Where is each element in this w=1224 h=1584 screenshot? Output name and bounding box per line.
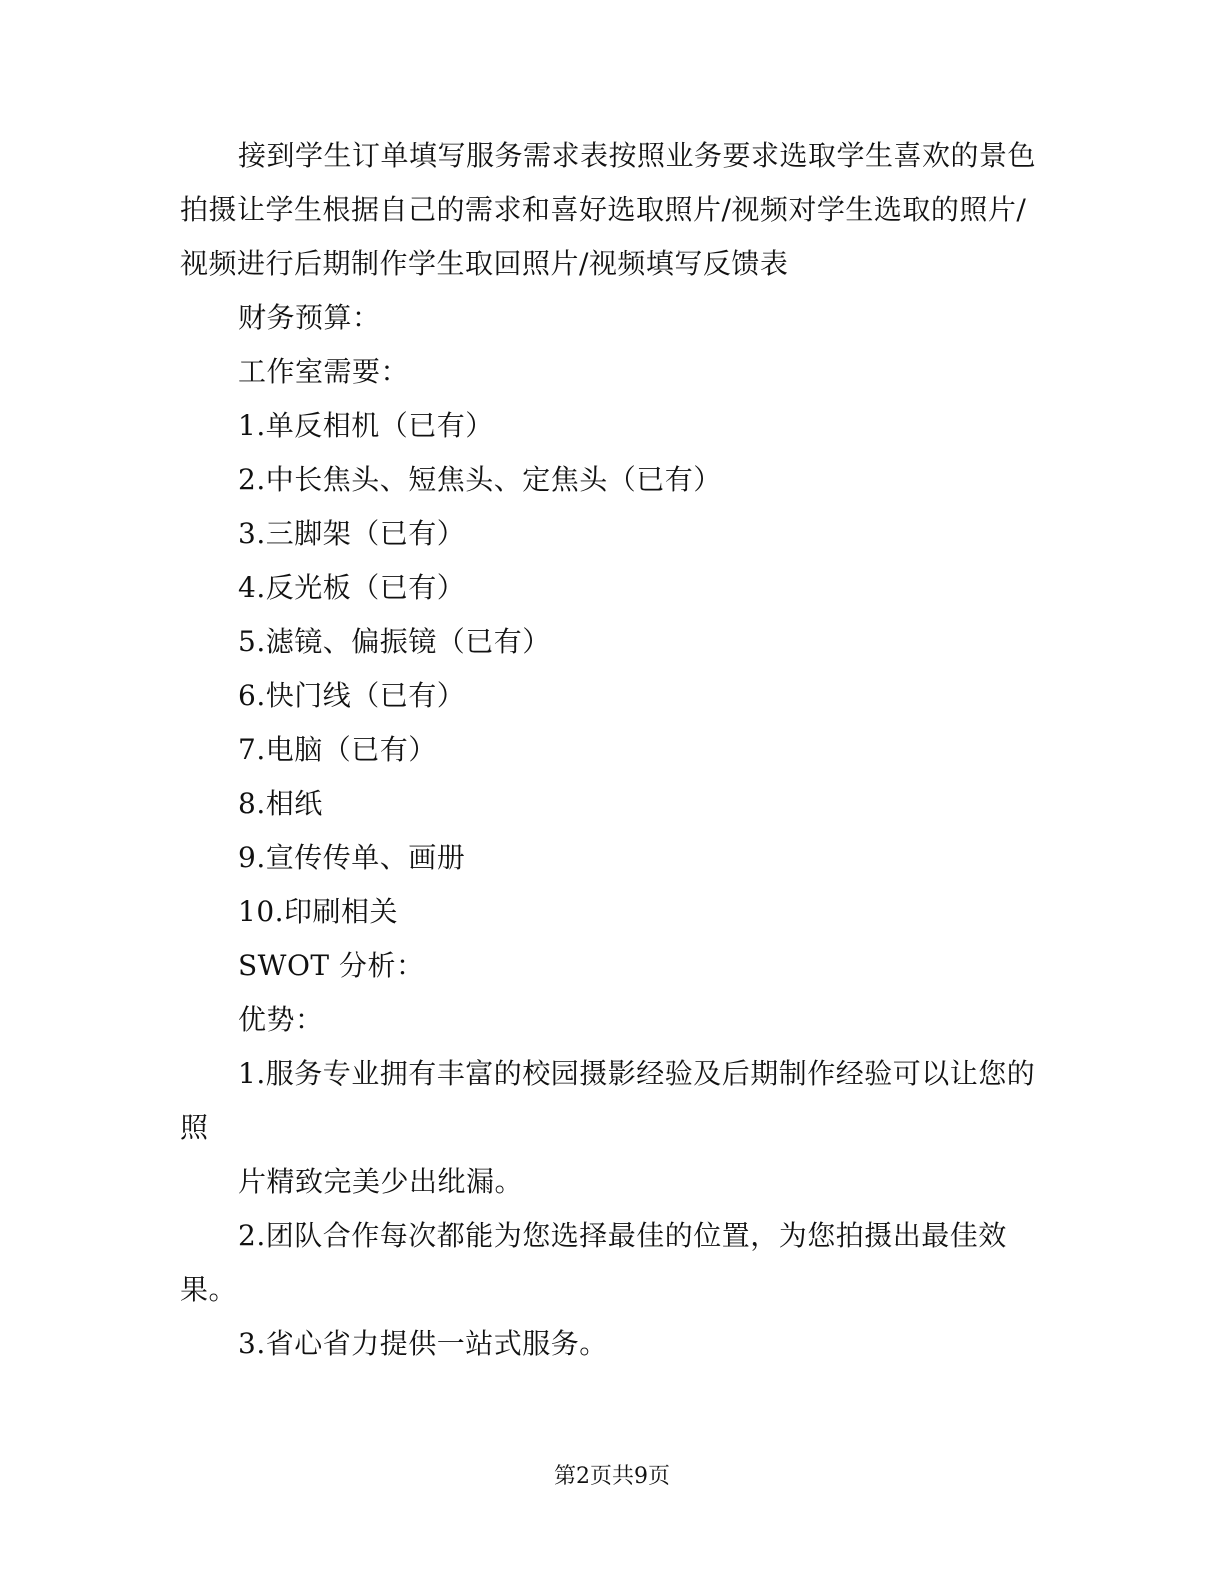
swot-heading: SWOT 分析： (238, 949, 425, 982)
equipment-item: 3.三脚架（已有） (238, 517, 466, 550)
intro-line-3: 视频进行后期制作学生取回照片/视频填写反馈表 (180, 247, 789, 280)
page-number-footer: 第2页共9页 (554, 1464, 670, 1489)
intro-line-2: 拍摄让学生根据自己的需求和喜好选取照片/视频对学生选取的照片/ (180, 193, 1027, 226)
equipment-item: 1.单反相机（已有） (238, 409, 494, 442)
strengths-heading: 优势： (238, 1003, 324, 1036)
equipment-item: 9.宣传传单、画册 (238, 841, 466, 874)
strength-line: 1.服务专业拥有丰富的校园摄影经验及后期制作经验可以让您的 (238, 1057, 1036, 1090)
equipment-item: 10.印刷相关 (238, 895, 399, 928)
strength-line: 果。 (180, 1273, 238, 1306)
equipment-item: 8.相纸 (238, 787, 323, 820)
strength-line: 片精致完美少出纰漏。 (238, 1165, 524, 1198)
equipment-item: 7.电脑（已有） (238, 733, 437, 766)
budget-heading: 财务预算： (238, 301, 381, 334)
equipment-item: 2.中长焦头、短焦头、定焦头（已有） (238, 463, 722, 496)
equipment-item: 4.反光板（已有） (238, 571, 466, 604)
strength-line: 照 (180, 1111, 209, 1144)
strength-line: 2.团队合作每次都能为您选择最佳的位置，为您拍摄出最佳效 (238, 1219, 1007, 1252)
equipment-item: 5.滤镜、偏振镜（已有） (238, 625, 551, 658)
intro-line-1: 接到学生订单填写服务需求表按照业务要求选取学生喜欢的景色 (238, 139, 1037, 172)
equipment-item: 6.快门线（已有） (238, 679, 466, 712)
studio-heading: 工作室需要： (238, 355, 410, 388)
strength-line: 3.省心省力提供一站式服务。 (238, 1327, 608, 1360)
